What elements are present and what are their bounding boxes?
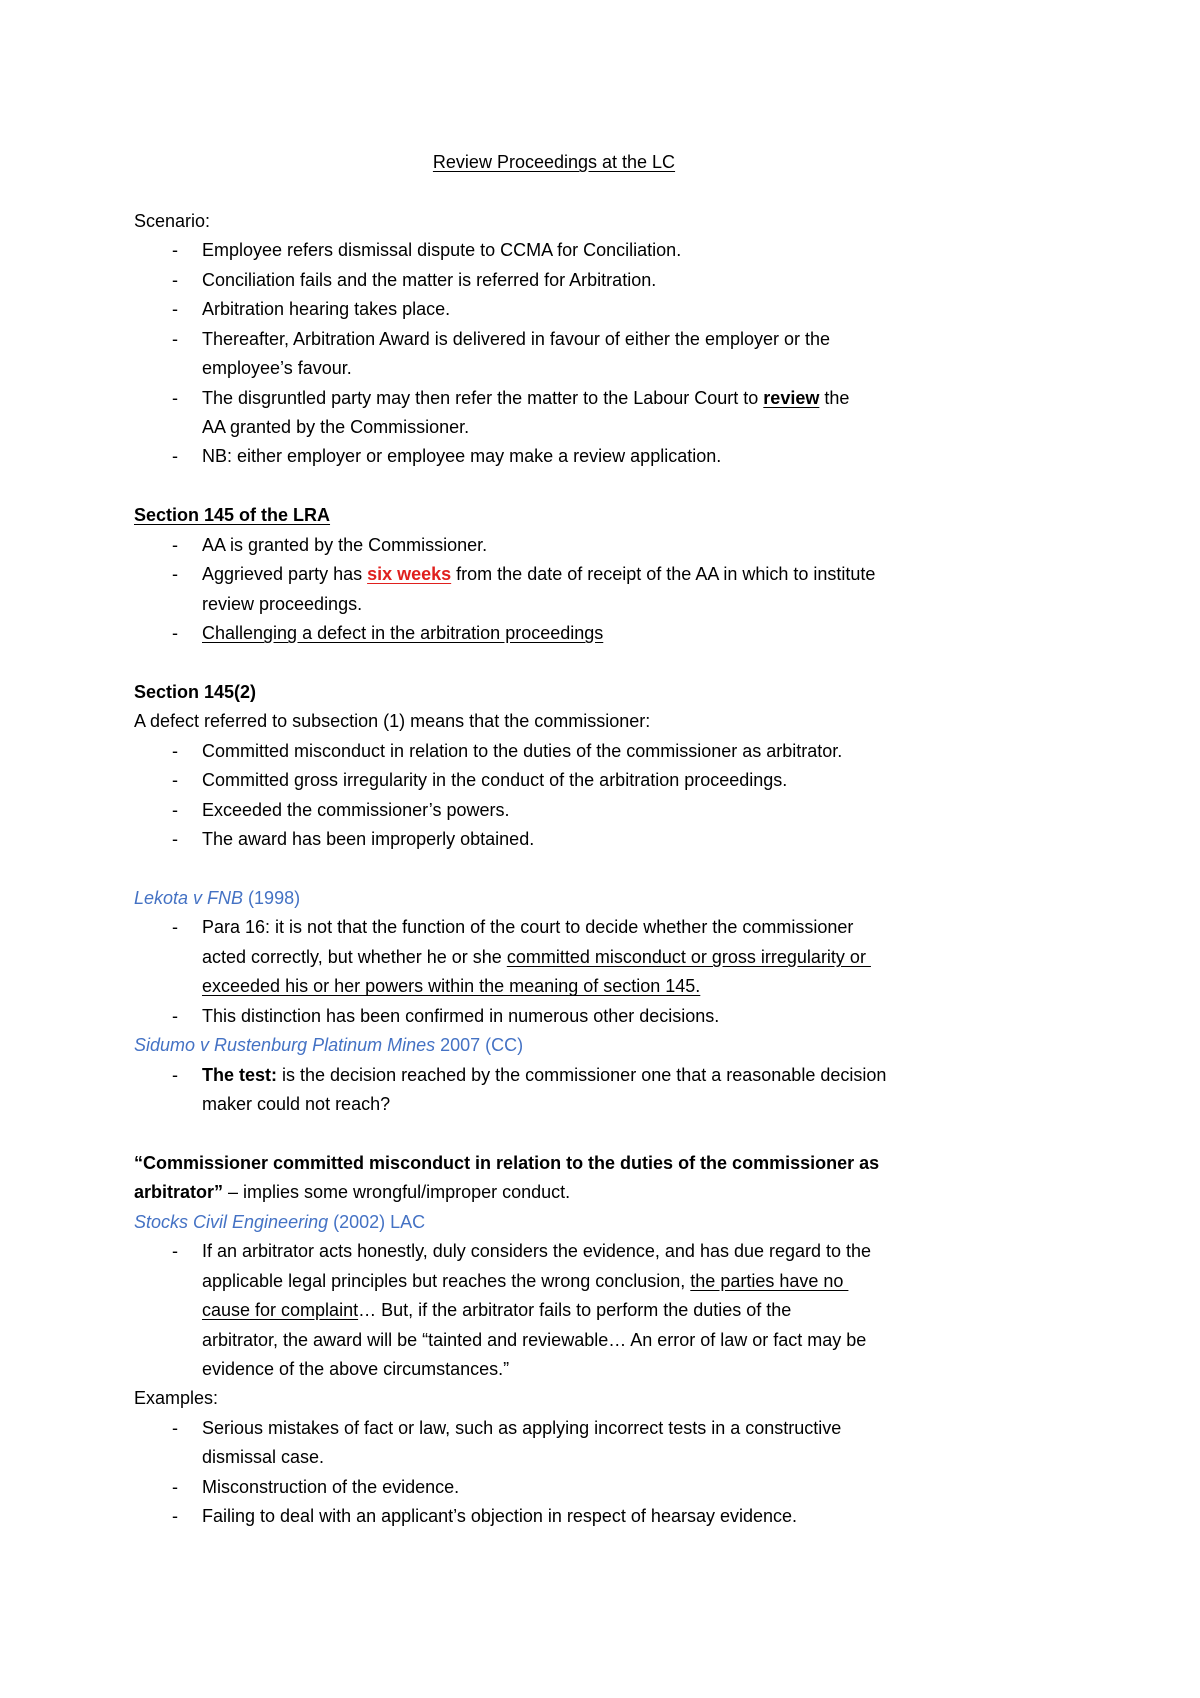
document-body [134,148,974,1532]
text-line [134,884,974,913]
text-line [202,531,974,560]
text-run: Serious mistakes of fact or law, such as applying incorrect tests in a constructive [202,1417,842,1438]
text-run: Thereafter, Arbitration Award is delivered in favour of either the employer or the [202,328,831,349]
text-line [202,1414,974,1443]
bullet-dash: - [172,446,178,467]
document-section [134,207,974,472]
underlined-text: Challenging a defect in the arbitration proceedings [202,623,604,643]
bullet-dash: - [172,1005,178,1026]
text-run: AA is granted by the Commissioner. [202,534,488,555]
paragraph [134,707,974,736]
text-run: A defect referred to subsection (1) means that the commissioner: [134,711,651,732]
bullet-dash: - [172,1417,178,1438]
underlined-text: Section 145 of the LRA [134,505,331,526]
bullet-dash: - [172,534,178,555]
text-line [202,1355,974,1384]
section-heading [134,1149,974,1208]
text-line [202,825,974,854]
text-run: The award has been improperly obtained. [202,829,535,850]
text-run: applicable legal principles but reaches the wrong conclusion, [202,1270,691,1291]
text-line [202,1267,974,1296]
text-run: Para 16: it is not that the function of the court to decide whether the commissioner [202,917,854,938]
list-item [134,384,974,443]
bullet-dash: - [172,299,178,320]
text-run: Examples: [134,1388,219,1409]
text-line [202,384,974,413]
list-item [134,766,974,795]
text-line [202,325,974,354]
text-line [202,1326,974,1355]
text-line [202,354,974,383]
text-line [202,590,974,619]
bold-text: “Commissioner committed misconduct in relation to the duties of the commissioner as [134,1152,880,1173]
text-line [202,972,974,1001]
case-citation-heading [134,1031,974,1060]
text-run: Employee refers dismissal dispute to CCMA for Conciliation. [202,240,682,261]
bullet-list [134,236,974,472]
text-run: Committed gross irregularity in the conduct of the arbitration proceedings. [202,770,788,791]
text-run: (1998) [243,887,301,908]
bold-text: arbitrator” [134,1182,224,1203]
text-line [134,1178,974,1207]
document-section [134,501,974,648]
underlined-text: the parties have no [690,1270,849,1291]
bullet-list [134,913,974,1031]
bullet-dash: - [172,387,178,408]
text-line [202,442,974,471]
list-item [134,236,974,265]
case-citation-heading [134,1208,974,1237]
list-item [134,796,974,825]
list-item [134,1061,974,1120]
list-item [134,531,974,560]
list-item [134,295,974,324]
text-run: evidence of the above circumstances.” [202,1358,510,1379]
text-run: the [819,387,850,408]
bullet-dash: - [172,770,178,791]
text-run: Scenario: [134,210,211,231]
list-item [134,1473,974,1502]
text-run: This distinction has been confirmed in numerous other decisions. [202,1005,720,1026]
text-run: The disgruntled party may then refer the matter to the Labour Court to [202,387,764,408]
bullet-dash: - [172,240,178,261]
text-line [134,1149,974,1178]
text-run: review proceedings. [202,593,363,614]
text-line [202,1061,974,1090]
text-run: dismissal case. [202,1447,325,1468]
list-item [134,325,974,384]
case-name: Sidumo v Rustenburg Platinum Mines [134,1035,436,1056]
bullet-dash: - [172,1241,178,1262]
document-section [134,678,974,855]
bullet-dash: - [172,1506,178,1527]
text-run: employee’s favour. [202,358,352,379]
text-line [202,1002,974,1031]
text-run: arbitrator, the award will be “tainted and reviewable… An error of law or fact may be [202,1329,867,1350]
case-name: Lekota v FNB [134,887,244,908]
bullet-list [134,1237,974,1384]
text-run: acted correctly, but whether he or she [202,946,507,967]
text-run: from the date of receipt of the AA in which to institute [451,564,876,585]
text-line [134,1208,974,1237]
underlined-text: cause for complaint [202,1300,359,1321]
bullet-dash: - [172,740,178,761]
highlighted-text: six weeks [367,564,452,585]
text-run: Misconstruction of the evidence. [202,1476,460,1497]
bullet-dash: - [172,269,178,290]
text-run: … But, if the arbitrator fails to perform the duties of the [358,1300,792,1321]
bold-text: Section 145(2) [134,681,257,702]
bullet-dash: - [172,799,178,820]
list-item [134,619,974,648]
text-run: (2002) LAC [328,1211,426,1232]
text-run: maker could not reach? [202,1094,391,1114]
text-run: 2007 (CC) [435,1035,524,1056]
underlined-text: exceeded his or her powers within the meaning of section 145. [202,976,701,997]
text-line [134,1031,974,1060]
case-name: Stocks Civil Engineering [134,1211,329,1232]
section-heading [134,501,974,530]
bullet-list [134,1061,974,1120]
bullet-dash: - [172,1064,178,1085]
section-heading [134,678,974,707]
underlined-text: committed misconduct or gross irregularity or [506,946,871,967]
text-line [202,1473,974,1502]
text-run: Conciliation fails and the matter is referred for Arbitration. [202,269,657,290]
text-run: – implies some wrongful/improper conduct. [223,1182,571,1203]
list-item [134,442,974,471]
text-line [202,295,974,324]
list-item [134,560,974,619]
text-line [202,1296,974,1325]
text-run: Aggrieved party has [202,564,368,585]
text-run: If an arbitrator acts honestly, duly considers the evidence, and has due regard to the [202,1241,872,1262]
text-line [202,1502,974,1531]
text-line [202,766,974,795]
text-line [202,236,974,265]
list-item [134,1502,974,1531]
text-line [134,1384,974,1413]
text-run: AA granted by the Commissioner. [202,416,470,437]
bullet-dash: - [172,564,178,585]
bullet-dash: - [172,917,178,938]
section-label [134,1384,974,1413]
text-run: Failing to deal with an applicant’s objection in respect of hearsay evidence. [202,1506,798,1527]
text-run: Exceeded the commissioner’s powers. [202,799,510,820]
text-line [134,678,974,707]
list-item [134,1414,974,1473]
bullet-dash: - [172,829,178,850]
bullet-dash: - [172,623,178,643]
text-line [202,796,974,825]
text-line [202,737,974,766]
list-item [134,737,974,766]
page-title: Review Proceedings at the LC [432,152,676,172]
list-item [134,913,974,1001]
text-line [202,1443,974,1472]
text-line [202,266,974,295]
case-citation-heading [134,884,974,913]
bullet-dash: - [172,328,178,349]
text-line [202,619,974,648]
list-item [134,266,974,295]
document-section [134,884,974,1120]
text-line [202,913,974,942]
text-line [202,1237,974,1266]
bullet-dash: - [172,1476,178,1497]
text-run: is the decision reached by the commissioner one that a reasonable decision [277,1064,887,1085]
list-item [134,1237,974,1384]
document-sections [134,207,974,1532]
bold-text: The test: [202,1064,278,1085]
bullet-list [134,1414,974,1532]
text-line [202,413,974,442]
text-line [202,560,974,589]
document-section [134,1149,974,1532]
text-line [134,501,974,530]
text-line [202,1090,974,1119]
text-line [202,943,974,972]
text-line [134,707,974,736]
text-run: Committed misconduct in relation to the duties of the commissioner as arbitrator. [202,740,843,761]
underlined-text: review [763,387,820,408]
text-run: Arbitration hearing takes place. [202,299,451,320]
list-item [134,825,974,854]
bullet-list [134,531,974,649]
text-line [134,207,974,236]
list-item [134,1002,974,1031]
section-label [134,207,974,236]
text-run: NB: either employer or employee may make a review application. [202,446,722,467]
bullet-list [134,737,974,855]
